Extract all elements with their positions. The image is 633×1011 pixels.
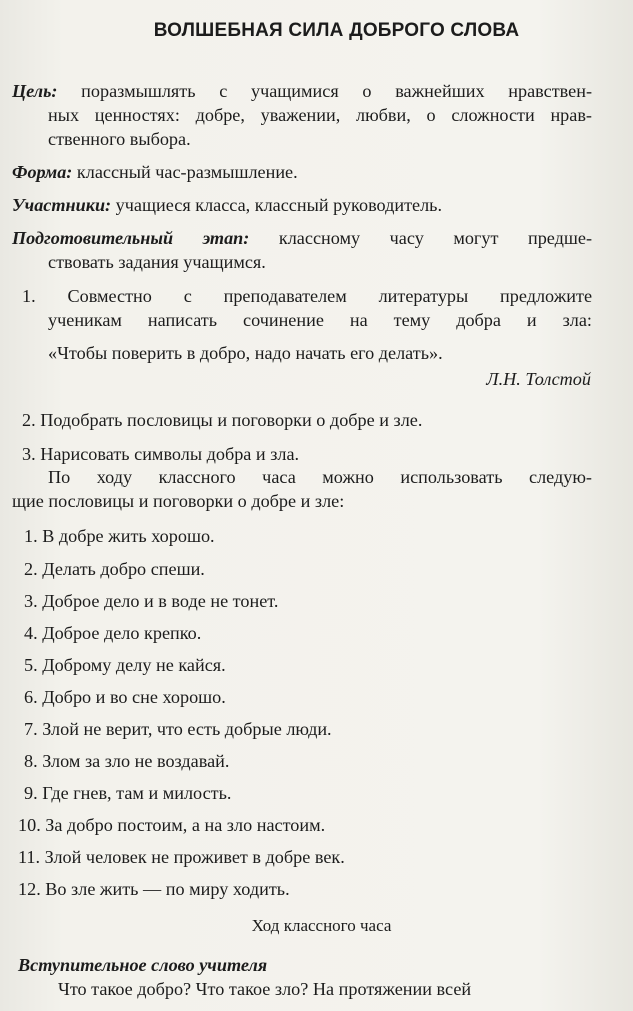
goal-text-3: ственного выбора. — [48, 129, 191, 149]
participants-text: учащиеся класса, классный руководитель. — [115, 195, 443, 215]
form-line — [12, 160, 592, 184]
prep-text-1: классному часу могут предше- — [278, 228, 593, 248]
participants-line — [12, 193, 592, 217]
form-text: классный час-размышление. — [76, 162, 298, 182]
task-3: 3. Нарисовать символы добра и зла. — [22, 444, 300, 464]
proverb-item: 10. За добро постоим, а на зло настоим. — [18, 815, 326, 835]
proverb-item: 8. Злом за зло не воздавай. — [24, 751, 230, 771]
quote-author: Л.Н. Толстой — [486, 369, 591, 389]
goal-label: Цель: — [12, 81, 58, 101]
proverb-item: 5. Доброму делу не кайся. — [24, 655, 226, 675]
proverb-item: 9. Где гнев, там и милость. — [24, 783, 232, 803]
task-1-quote: «Чтобы поверить в добро, надо начать его делать». — [48, 343, 443, 363]
proverb-item: 7. Злой не верит, что есть добрые люди. — [24, 719, 332, 739]
task-1-line-1 — [22, 284, 592, 308]
proverbs-intro-1: По ходу классного часа можно использовать следую- — [48, 467, 592, 487]
intro-heading: Вступительное слово учителя — [18, 955, 268, 975]
proverb-item: 12. Во зле жить — по миру ходить. — [18, 879, 290, 899]
prep-label: Подготовительный этап: — [12, 228, 250, 248]
proverbs-intro-2: щие пословицы и поговорки о добре и зле: — [12, 491, 345, 511]
document-title: ВОЛШЕБНАЯ СИЛА ДОБРОГО СЛОВА — [153, 20, 520, 41]
proverb-item: 1. В добре жить хорошо. — [24, 526, 215, 546]
goal-text-2: ных ценностях: добре, уважении, любви, о сложности нрав- — [48, 105, 592, 125]
prep-line-1 — [12, 226, 592, 250]
form-label: Форма: — [12, 162, 73, 182]
proverb-item: 4. Доброе дело крепко. — [24, 623, 202, 643]
proverb-item: 11. Злой человек не проживет в добре век. — [18, 847, 345, 867]
proverb-item: 2. Делать добро спеши. — [24, 559, 205, 579]
task-1-number: 1. — [22, 286, 36, 306]
participants-label: Участники: — [12, 195, 112, 215]
task-1-text-1: Совместно с преподавателем литературы предложите — [67, 286, 593, 306]
task-1-text-2: ученикам написать сочинение на тему добра и зла: — [48, 310, 592, 330]
goal-text-1: поразмышлять с учащимися о важнейших нравствен- — [81, 81, 592, 101]
proverb-item: 3. Доброе дело и в воде не тонет. — [24, 591, 279, 611]
task-2: 2. Подобрать пословицы и поговорки о добре и зле. — [22, 410, 423, 430]
proverb-item: 6. Добро и во сне хорошо. — [24, 687, 226, 707]
prep-text-2: ствовать задания учащимся. — [48, 252, 266, 272]
intro-text: Что такое добро? Что такое зло? На протяжении всей — [58, 979, 472, 999]
goal-line-1 — [12, 79, 592, 103]
section-heading: Ход классного часа — [251, 916, 392, 935]
